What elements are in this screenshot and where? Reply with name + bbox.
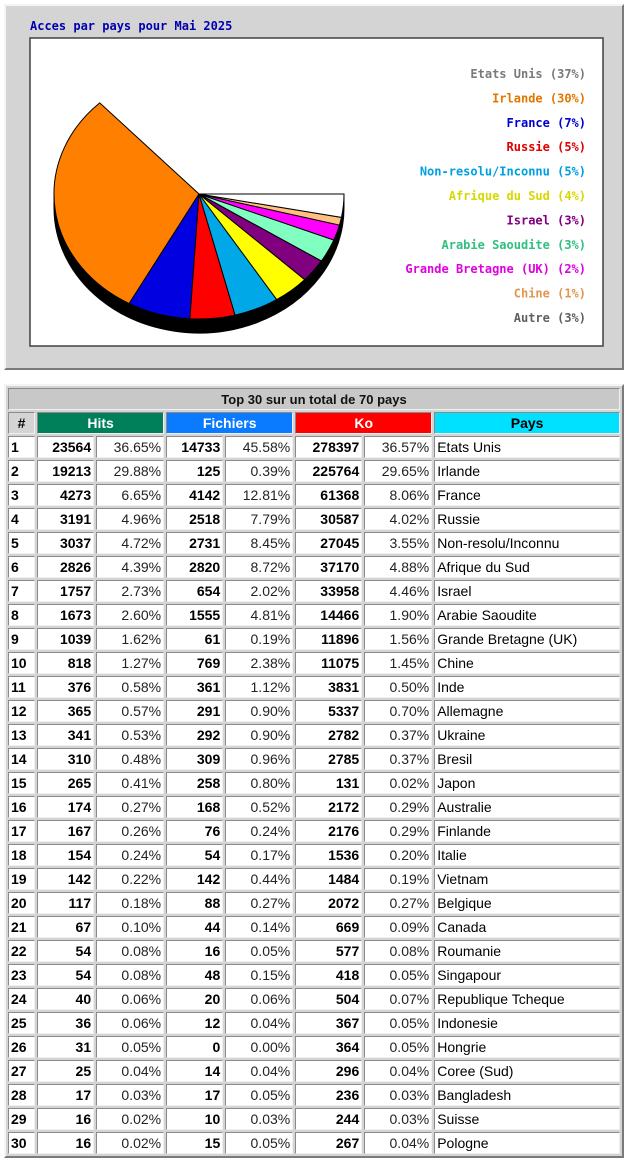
files-cell: 61 (166, 628, 223, 650)
files-percent-cell: 0.24% (225, 820, 293, 842)
rank-cell: 28 (8, 1084, 35, 1106)
hits-cell: 365 (37, 700, 94, 722)
files-cell: 88 (166, 892, 223, 914)
hits-percent-cell: 0.03% (96, 1084, 164, 1106)
ko-cell: 11075 (295, 652, 362, 674)
files-cell: 15 (166, 1132, 223, 1154)
hits-cell: 142 (37, 868, 94, 890)
ko-cell: 2782 (295, 724, 362, 746)
legend-item: France (7%) (506, 115, 586, 130)
hits-percent-cell: 0.05% (96, 1036, 164, 1058)
pie-chart (6, 6, 622, 368)
country-cell: Chine (434, 652, 620, 674)
files-cell: 258 (166, 772, 223, 794)
ko-percent-cell: 4.46% (364, 580, 432, 602)
ko-cell: 2172 (295, 796, 362, 818)
table-row (8, 820, 620, 842)
country-cell: Bresil (434, 748, 620, 770)
table-row (8, 1036, 620, 1058)
column-header-rank: # (8, 412, 35, 434)
files-cell: 12 (166, 1012, 223, 1034)
files-cell: 769 (166, 652, 223, 674)
ko-cell: 14466 (295, 604, 362, 626)
table-header-row (8, 412, 620, 434)
ko-percent-cell: 8.06% (364, 484, 432, 506)
files-cell: 654 (166, 580, 223, 602)
hits-cell: 4273 (37, 484, 94, 506)
chart-title: Acces par pays pour Mai 2025 (30, 19, 233, 33)
country-cell: Allemagne (434, 700, 620, 722)
hits-cell: 376 (37, 676, 94, 698)
files-percent-cell: 0.44% (225, 868, 293, 890)
hits-cell: 1757 (37, 580, 94, 602)
table-row (8, 556, 620, 578)
legend-item: Etats Unis (37%) (470, 67, 586, 81)
hits-percent-cell: 29.88% (96, 460, 164, 482)
ko-percent-cell: 3.55% (364, 532, 432, 554)
ko-cell: 2072 (295, 892, 362, 914)
ko-cell: 577 (295, 940, 362, 962)
hits-cell: 19213 (37, 460, 94, 482)
hits-percent-cell: 0.02% (96, 1108, 164, 1130)
rank-cell: 21 (8, 916, 35, 938)
country-cell: Australie (434, 796, 620, 818)
ko-percent-cell: 36.57% (364, 436, 432, 458)
country-cell: Italie (434, 844, 620, 866)
hits-percent-cell: 0.27% (96, 796, 164, 818)
files-cell: 2518 (166, 508, 223, 530)
column-header-ko: Ko (295, 412, 432, 434)
hits-cell: 54 (37, 964, 94, 986)
files-cell: 10 (166, 1108, 223, 1130)
table-row (8, 532, 620, 554)
table-row (8, 772, 620, 794)
files-percent-cell: 2.38% (225, 652, 293, 674)
files-cell: 48 (166, 964, 223, 986)
hits-percent-cell: 36.65% (96, 436, 164, 458)
table-row (8, 1132, 620, 1154)
table-row (8, 628, 620, 650)
ko-percent-cell: 0.04% (364, 1060, 432, 1082)
table-row (8, 724, 620, 746)
ko-cell: 1536 (295, 844, 362, 866)
hits-cell: 17 (37, 1084, 94, 1106)
country-cell: Russie (434, 508, 620, 530)
pie-chart-panel (4, 4, 624, 370)
files-cell: 2820 (166, 556, 223, 578)
files-percent-cell: 0.39% (225, 460, 293, 482)
files-percent-cell: 0.04% (225, 1060, 293, 1082)
ko-percent-cell: 0.09% (364, 916, 432, 938)
hits-percent-cell: 0.57% (96, 700, 164, 722)
ko-percent-cell: 1.45% (364, 652, 432, 674)
country-cell: Arabie Saoudite (434, 604, 620, 626)
table-row (8, 484, 620, 506)
table-row (8, 940, 620, 962)
country-cell: Indonesie (434, 1012, 620, 1034)
ko-cell: 236 (295, 1084, 362, 1106)
hits-percent-cell: 0.08% (96, 964, 164, 986)
hits-cell: 16 (37, 1108, 94, 1130)
files-cell: 20 (166, 988, 223, 1010)
hits-cell: 3191 (37, 508, 94, 530)
table-row (8, 1108, 620, 1130)
hits-percent-cell: 0.41% (96, 772, 164, 794)
ko-percent-cell: 1.56% (364, 628, 432, 650)
rank-cell: 7 (8, 580, 35, 602)
hits-percent-cell: 1.62% (96, 628, 164, 650)
ko-percent-cell: 0.20% (364, 844, 432, 866)
rank-cell: 25 (8, 1012, 35, 1034)
rank-cell: 6 (8, 556, 35, 578)
table-row (8, 436, 620, 458)
ko-cell: 504 (295, 988, 362, 1010)
rank-cell: 29 (8, 1108, 35, 1130)
files-cell: 1555 (166, 604, 223, 626)
files-percent-cell: 0.00% (225, 1036, 293, 1058)
ko-percent-cell: 0.05% (364, 1036, 432, 1058)
files-cell: 44 (166, 916, 223, 938)
country-cell: Vietnam (434, 868, 620, 890)
country-cell: Ukraine (434, 724, 620, 746)
rank-cell: 15 (8, 772, 35, 794)
table-row (8, 508, 620, 530)
legend-item: Israel (3%) (506, 213, 586, 228)
files-percent-cell: 0.05% (225, 940, 293, 962)
country-cell: Non-resolu/Inconnu (434, 532, 620, 554)
files-cell: 16 (166, 940, 223, 962)
hits-percent-cell: 0.02% (96, 1132, 164, 1154)
table-row (8, 652, 620, 674)
files-percent-cell: 0.04% (225, 1012, 293, 1034)
hits-cell: 1039 (37, 628, 94, 650)
hits-cell: 154 (37, 844, 94, 866)
files-percent-cell: 8.45% (225, 532, 293, 554)
files-percent-cell: 0.06% (225, 988, 293, 1010)
hits-percent-cell: 0.48% (96, 748, 164, 770)
table-row (8, 868, 620, 890)
rank-cell: 23 (8, 964, 35, 986)
country-cell: Singapour (434, 964, 620, 986)
files-percent-cell: 0.80% (225, 772, 293, 794)
files-percent-cell: 0.96% (225, 748, 293, 770)
ko-percent-cell: 0.05% (364, 1012, 432, 1034)
files-cell: 2731 (166, 532, 223, 554)
table-caption-row (8, 388, 620, 410)
ko-cell: 5337 (295, 700, 362, 722)
hits-cell: 341 (37, 724, 94, 746)
ko-cell: 33958 (295, 580, 362, 602)
hits-percent-cell: 0.24% (96, 844, 164, 866)
hits-percent-cell: 4.72% (96, 532, 164, 554)
files-cell: 14733 (166, 436, 223, 458)
rank-cell: 2 (8, 460, 35, 482)
ko-percent-cell: 0.03% (364, 1108, 432, 1130)
rank-cell: 19 (8, 868, 35, 890)
ko-percent-cell: 0.07% (364, 988, 432, 1010)
files-percent-cell: 8.72% (225, 556, 293, 578)
legend-item: Grande Bretagne (UK) (2%) (405, 262, 586, 277)
country-cell: Canada (434, 916, 620, 938)
files-percent-cell: 7.79% (225, 508, 293, 530)
files-percent-cell: 0.03% (225, 1108, 293, 1130)
ko-cell: 27045 (295, 532, 362, 554)
files-percent-cell: 0.27% (225, 892, 293, 914)
hits-percent-cell: 0.06% (96, 988, 164, 1010)
rank-cell: 27 (8, 1060, 35, 1082)
rank-cell: 13 (8, 724, 35, 746)
legend-item: Russie (5%) (506, 140, 586, 155)
hits-cell: 3037 (37, 532, 94, 554)
hits-cell: 25 (37, 1060, 94, 1082)
table-row (8, 748, 620, 770)
ko-percent-cell: 0.27% (364, 892, 432, 914)
legend-item: Irlande (30%) (492, 91, 586, 106)
country-cell: Etats Unis (434, 436, 620, 458)
country-cell: Pologne (434, 1132, 620, 1154)
rank-cell: 11 (8, 676, 35, 698)
rank-cell: 5 (8, 532, 35, 554)
table-row (8, 604, 620, 626)
hits-cell: 310 (37, 748, 94, 770)
legend-item: Non-resolu/Inconnu (5%) (419, 164, 586, 179)
rank-cell: 9 (8, 628, 35, 650)
files-percent-cell: 4.81% (225, 604, 293, 626)
table-row (8, 964, 620, 986)
files-cell: 17 (166, 1084, 223, 1106)
legend-item: Autre (3%) (513, 311, 586, 325)
hits-cell: 67 (37, 916, 94, 938)
ko-percent-cell: 0.05% (364, 964, 432, 986)
ko-percent-cell: 0.02% (364, 772, 432, 794)
country-cell: Grande Bretagne (UK) (434, 628, 620, 650)
files-cell: 0 (166, 1036, 223, 1058)
files-cell: 291 (166, 700, 223, 722)
rank-cell: 17 (8, 820, 35, 842)
ko-cell: 267 (295, 1132, 362, 1154)
hits-percent-cell: 2.60% (96, 604, 164, 626)
hits-percent-cell: 2.73% (96, 580, 164, 602)
files-cell: 142 (166, 868, 223, 890)
table-row (8, 796, 620, 818)
ko-cell: 364 (295, 1036, 362, 1058)
files-cell: 292 (166, 724, 223, 746)
hits-percent-cell: 0.04% (96, 1060, 164, 1082)
table-row (8, 580, 620, 602)
country-cell: Inde (434, 676, 620, 698)
hits-percent-cell: 0.22% (96, 868, 164, 890)
hits-percent-cell: 1.27% (96, 652, 164, 674)
hits-cell: 16 (37, 1132, 94, 1154)
table-row (8, 892, 620, 914)
ko-cell: 296 (295, 1060, 362, 1082)
files-cell: 168 (166, 796, 223, 818)
table-caption: Top 30 sur un total de 70 pays (8, 388, 620, 410)
table-row (8, 700, 620, 722)
files-percent-cell: 45.58% (225, 436, 293, 458)
country-cell: Israel (434, 580, 620, 602)
rank-cell: 18 (8, 844, 35, 866)
hits-percent-cell: 0.18% (96, 892, 164, 914)
files-percent-cell: 0.90% (225, 700, 293, 722)
table-row (8, 916, 620, 938)
hits-cell: 818 (37, 652, 94, 674)
ko-percent-cell: 0.19% (364, 868, 432, 890)
files-cell: 54 (166, 844, 223, 866)
table-row (8, 1012, 620, 1034)
ko-cell: 3831 (295, 676, 362, 698)
hits-percent-cell: 0.58% (96, 676, 164, 698)
files-percent-cell: 0.05% (225, 1084, 293, 1106)
hits-cell: 1673 (37, 604, 94, 626)
rank-cell: 16 (8, 796, 35, 818)
hits-percent-cell: 4.39% (96, 556, 164, 578)
legend-item: Arabie Saoudite (3%) (441, 237, 586, 252)
files-percent-cell: 1.12% (225, 676, 293, 698)
rank-cell: 24 (8, 988, 35, 1010)
hits-cell: 23564 (37, 436, 94, 458)
hits-percent-cell: 0.53% (96, 724, 164, 746)
ko-cell: 2176 (295, 820, 362, 842)
ko-cell: 278397 (295, 436, 362, 458)
ko-cell: 418 (295, 964, 362, 986)
table-row (8, 844, 620, 866)
country-cell: Japon (434, 772, 620, 794)
country-cell: Belgique (434, 892, 620, 914)
files-cell: 125 (166, 460, 223, 482)
files-percent-cell: 0.52% (225, 796, 293, 818)
files-cell: 309 (166, 748, 223, 770)
country-stats-table (4, 384, 624, 1158)
rank-cell: 3 (8, 484, 35, 506)
hits-cell: 54 (37, 940, 94, 962)
country-cell: France (434, 484, 620, 506)
hits-cell: 31 (37, 1036, 94, 1058)
ko-percent-cell: 4.88% (364, 556, 432, 578)
hits-cell: 40 (37, 988, 94, 1010)
ko-percent-cell: 0.37% (364, 724, 432, 746)
rank-cell: 12 (8, 700, 35, 722)
country-cell: Roumanie (434, 940, 620, 962)
country-cell: Republique Tcheque (434, 988, 620, 1010)
ko-cell: 1484 (295, 868, 362, 890)
hits-percent-cell: 0.26% (96, 820, 164, 842)
ko-cell: 225764 (295, 460, 362, 482)
rank-cell: 26 (8, 1036, 35, 1058)
ko-percent-cell: 0.37% (364, 748, 432, 770)
table-row (8, 460, 620, 482)
rank-cell: 1 (8, 436, 35, 458)
hits-percent-cell: 0.10% (96, 916, 164, 938)
ko-cell: 30587 (295, 508, 362, 530)
country-cell: Irlande (434, 460, 620, 482)
country-cell: Coree (Sud) (434, 1060, 620, 1082)
hits-cell: 2826 (37, 556, 94, 578)
hits-cell: 117 (37, 892, 94, 914)
ko-percent-cell: 0.50% (364, 676, 432, 698)
legend-item: Chine (1%) (513, 286, 586, 301)
table-row (8, 676, 620, 698)
files-percent-cell: 0.17% (225, 844, 293, 866)
ko-percent-cell: 4.02% (364, 508, 432, 530)
files-percent-cell: 0.05% (225, 1132, 293, 1154)
hits-cell: 167 (37, 820, 94, 842)
ko-percent-cell: 0.03% (364, 1084, 432, 1106)
ko-cell: 37170 (295, 556, 362, 578)
files-percent-cell: 2.02% (225, 580, 293, 602)
ko-cell: 2785 (295, 748, 362, 770)
hits-percent-cell: 4.96% (96, 508, 164, 530)
files-cell: 76 (166, 820, 223, 842)
rank-cell: 14 (8, 748, 35, 770)
files-cell: 361 (166, 676, 223, 698)
country-cell: Hongrie (434, 1036, 620, 1058)
ko-percent-cell: 0.29% (364, 796, 432, 818)
files-percent-cell: 12.81% (225, 484, 293, 506)
ko-percent-cell: 0.04% (364, 1132, 432, 1154)
country-cell: Bangladesh (434, 1084, 620, 1106)
ko-cell: 367 (295, 1012, 362, 1034)
ko-cell: 669 (295, 916, 362, 938)
table-row (8, 988, 620, 1010)
hits-cell: 36 (37, 1012, 94, 1034)
files-percent-cell: 0.90% (225, 724, 293, 746)
hits-percent-cell: 6.65% (96, 484, 164, 506)
ko-percent-cell: 0.08% (364, 940, 432, 962)
table-row (8, 1084, 620, 1106)
ko-percent-cell: 0.70% (364, 700, 432, 722)
ko-percent-cell: 0.29% (364, 820, 432, 842)
rank-cell: 4 (8, 508, 35, 530)
country-cell: Suisse (434, 1108, 620, 1130)
files-percent-cell: 0.14% (225, 916, 293, 938)
files-percent-cell: 0.19% (225, 628, 293, 650)
hits-percent-cell: 0.08% (96, 940, 164, 962)
ko-cell: 131 (295, 772, 362, 794)
table-body (8, 436, 620, 1154)
rank-cell: 30 (8, 1132, 35, 1154)
column-header-country: Pays (434, 412, 620, 434)
legend-item: Afrique du Sud (4%) (448, 189, 586, 203)
rank-cell: 20 (8, 892, 35, 914)
files-cell: 14 (166, 1060, 223, 1082)
ko-cell: 11896 (295, 628, 362, 650)
ko-cell: 61368 (295, 484, 362, 506)
ko-percent-cell: 1.90% (364, 604, 432, 626)
country-cell: Finlande (434, 820, 620, 842)
hits-cell: 265 (37, 772, 94, 794)
column-header-hits: Hits (37, 412, 164, 434)
rank-cell: 10 (8, 652, 35, 674)
rank-cell: 22 (8, 940, 35, 962)
files-percent-cell: 0.15% (225, 964, 293, 986)
ko-cell: 244 (295, 1108, 362, 1130)
hits-cell: 174 (37, 796, 94, 818)
rank-cell: 8 (8, 604, 35, 626)
country-cell: Afrique du Sud (434, 556, 620, 578)
table-row (8, 1060, 620, 1082)
files-cell: 4142 (166, 484, 223, 506)
hits-percent-cell: 0.06% (96, 1012, 164, 1034)
ko-percent-cell: 29.65% (364, 460, 432, 482)
column-header-files: Fichiers (166, 412, 293, 434)
